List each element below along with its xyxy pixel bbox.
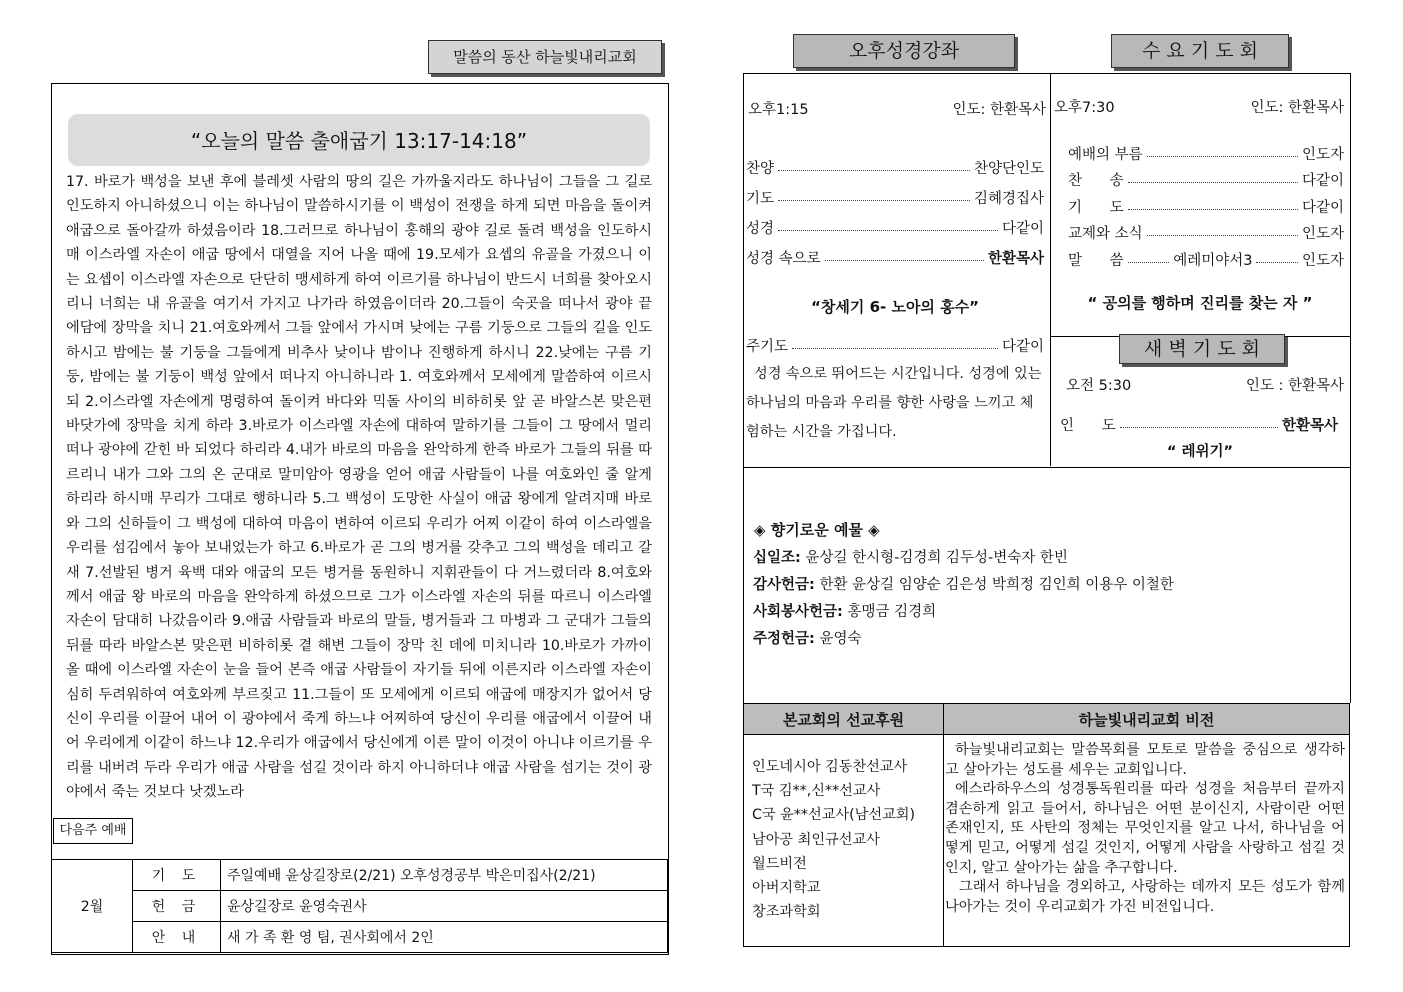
offering-row: 사회봉사헌금: 홍맹금 김경희 <box>753 604 937 620</box>
duty-content: 윤상길장로 윤영숙권사 <box>221 891 668 922</box>
dawn-time: 오전 5:30 <box>1066 378 1132 394</box>
afternoon-order-list <box>746 152 1044 272</box>
list-item: T국 김**,신**선교사 <box>752 783 881 800</box>
dawn-leader: 인도 : 한환목사 <box>1245 378 1344 394</box>
list-item: 찬양 찬양단인도 <box>746 160 1044 177</box>
list-item: 성경 다같이 <box>746 220 1044 237</box>
month-cell: 2월 <box>52 860 133 953</box>
list-item: 남아공 최인규선교사 <box>752 831 880 848</box>
wednesday-time-row <box>1054 96 1344 117</box>
list-item: 기 도 다같이 <box>1068 199 1344 216</box>
list-item: 기도 김혜경집사 <box>746 190 1044 207</box>
afternoon-study-title: 오후성경강좌 <box>793 34 1015 68</box>
afternoon-leader: 인도: 한환목사 <box>952 102 1046 118</box>
offering-row: 주정헌금: 윤영숙 <box>753 631 862 647</box>
afternoon-time-row <box>748 98 1046 119</box>
mission-header: 본교회의 선교후원 <box>744 704 944 735</box>
wednesday-prayer-title: 수 요 기 도 회 <box>1111 34 1289 68</box>
wednesday-theme: “ 공의를 행하며 진리를 찾는 자 ” <box>1087 294 1313 312</box>
list-item: 말 씀 예레미야서3 인도자 <box>1068 252 1344 269</box>
wednesday-leader: 인도: 한환목사 <box>1250 100 1344 116</box>
afternoon-description: 성경 속으로 뛰어드는 시간입니다. 성경에 있는 하나님의 마음과 우리를 향한 사랑을 느끼고 체험하는 시간을 가집니다. <box>746 366 1042 440</box>
vision-paragraph: 에스라하우스의 성경통독원리를 따라 성경을 처음부터 끝까지 겸손하게 읽고 들어서, 하나님은 어떤 분이신지, 사람이란 어떤 존재인지, 또 사탄의 정체는 무엇인지를 알고 나서, 하나님을 어떻게 믿고, 어떻게 섬길 것인지, 어떻게 사람을 사랑하고 섬길 것인지, 알고 살아가는 삶을 추구합니다. <box>945 781 1345 876</box>
list-item: 성경 속으로 한환목사 <box>746 250 1044 267</box>
dawn-lead-row: 인 도 한환목사 <box>1060 418 1338 434</box>
duty-category: 안 내 <box>133 922 221 953</box>
dawn-theme: “ 레위기” <box>1166 444 1234 460</box>
vision-header: 하늘빛내리교회 비전 <box>944 704 1350 735</box>
wednesday-order-list <box>1068 140 1344 273</box>
list-item: 교제와 소식 인도자 <box>1068 226 1344 243</box>
table-row <box>52 860 668 891</box>
dawn-time-row <box>1066 374 1344 395</box>
duty-content: 새 가 족 환 영 팀, 권사회에서 2인 <box>221 922 668 953</box>
wednesday-time: 오후7:30 <box>1054 100 1115 116</box>
offering-title: ◈ 향기로운 예물 ◈ <box>754 521 880 539</box>
column-divider <box>1050 73 1051 466</box>
table-row <box>52 922 668 953</box>
closing-prayer-row: 주기도 다같이 <box>746 338 1044 355</box>
mission-vision-table <box>743 703 1350 947</box>
list-item: 아버지학교 <box>752 880 821 897</box>
dawn-prayer-title: 새 벽 기 도 회 <box>1119 334 1285 364</box>
vision-text <box>944 735 1350 947</box>
duty-category: 헌 금 <box>133 891 221 922</box>
afternoon-theme: “창세기 6- 노아의 홍수” <box>811 298 979 316</box>
next-week-duty-table <box>51 859 668 953</box>
offering-row: 감사헌금: 한환 윤상길 임양순 김은성 박희정 김인희 이용우 이철한 <box>753 577 1174 593</box>
duty-category: 기 도 <box>133 860 221 891</box>
list-item: C국 윤**선교사(남선교회) <box>752 807 916 824</box>
list-item: 찬 송 다같이 <box>1068 173 1344 190</box>
offering-list <box>753 545 1343 653</box>
duty-content: 주일예배 윤상길장로(2/21) 오후성경공부 박은미집사(2/21) <box>221 860 668 891</box>
church-name-tab: 말씀의 동산 하늘빛내리교회 <box>428 40 662 74</box>
vision-paragraph: 하늘빛내리교회는 말씀목회를 모토로 말씀을 중심으로 생각하고 살아가는 성도를 세우는 교회입니다. <box>945 742 1345 778</box>
scripture-text: 17. 바로가 백성을 보낸 후에 블레셋 사람의 땅의 길은 가까울지라도 하나님이 그들을 그 길로 인도하지 아니하셨으니 이는 하나님이 말씀하시기를 이 백성이 전쟁을 하게 되면 마음을 돌이켜 애굽으로 돌아갈까 하셨음이라 18.그러므로 하나님이 홍해의 광야 길로 돌려 백성을 인도하시매 이스라엘 자손이 애굽 땅에서 대열을 지어 나올 때에 19.모세가 요셉의 유골을 가졌으니 이는 요셉이 이스라엘 자손으로 단단히 맹세하게 하여 이르기를 하나님이 반드시 너희를 찾아오시리니 너희는 내 유골을 여기서 가지고 나가라 하였음이더라 20.그들이 숙곳을 떠나서 광야 끝 에담에 장막을 치니 21.여호와께서 그들 앞에서 가시며 낮에는 구름 기둥으로 그들의 길을 인도하시고 밤에는 불 기둥을 그들에게 비추사 낮이나 밤이나 진행하게 하시니 22.낮에는 구름 기둥, 밤에는 불 기둥이 백성 앞에서 떠나지 아니하니라 1. 여호와께서 모세에게 말씀하여 이르시되 2.이스라엘 자손에게 명령하여 돌이켜 바다와 믹돌 사이의 비하히롯 앞 곧 바알스본 맞은편 바닷가에 장막을 치게 하라 3.바로가 이스라엘 자손에 대하여 말하기를 그들이 그 땅에서 멀리 떠나 광야에 갇힌 바 되었다 하리라 4.내가 바로의 마음을 완악하게 한즉 바로가 그들의 뒤를 따르리니 내가 그와 그의 온 군대로 말미암아 영광을 얻어 애굽 사람들이 나를 여호와인 줄 알게 하리라 하시매 무리가 그대로 행하니라 5.그 백성이 도망한 사실이 애굽 왕에게 알려지매 바로와 그의 신하들이 그 백성에 대하여 마음이 변하여 이르되 우리가 어찌 이같이 하여 이스라엘을 우리를 섬김에서 놓아 보내었는가 하고 6.바로가 곧 그의 병거를 갖추고 그의 백성을 데리고 갈새 7.선발된 병거 육백 대와 애굽의 모든 병거를 동원하니 지휘관들이 다 거느렸더라 8.여호와께서 애굽 왕 바로의 마음을 완악하게 하셨으므로 그가 이스라엘 자손의 뒤를 따르니 이스라엘 자손이 담대히 나갔음이라 9.애굽 사람들과 바로의 말들, 병거들과 그 마병과 그 군대가 그들의 뒤를 따라 바알스본 맞은편 비하히롯 곁 해변 그들이 장막 친 데에 미치니라 10.바로가 가까이 올 때에 이스라엘 자손이 눈을 들어 본즉 애굽 사람들이 자기들 뒤에 이른지라 이스라엘 자손이 심히 두려워하여 여호와께 부르짖고 11.그들이 또 모세에게 이르되 애굽에 매장지가 없어서 당신이 우리를 이끌어 내어 이 광야에서 죽게 하느냐 어찌하여 당신이 우리를 애굽에서 이끌어 내어 우리에게 이같이 하느냐 12.우리가 애굽에서 당신에게 이른 말이 이것이 아니냐 이르기를 우리를 내버려 두라 우리가 애굽 사람을 섬길 것이라 하지 아니하더냐 애굽 사람을 섬기는 것이 광야에서 죽는 것보다 낫겠노라 <box>66 174 652 801</box>
list-item: 월드비전 <box>752 855 807 872</box>
list-item: 창조과학회 <box>752 904 821 921</box>
list-item: 예배의 부름 인도자 <box>1068 146 1344 163</box>
offering-row: 십일조: 윤상길 한시형-김경희 김두성-변숙자 한빈 <box>753 550 1068 566</box>
todays-word-title: “오늘의 말씀 출애굽기 13:17-14:18” <box>68 114 650 166</box>
list-item: 인도네시아 김동찬선교사 <box>752 759 908 775</box>
afternoon-time: 오후1:15 <box>748 102 809 118</box>
mission-list <box>744 735 944 947</box>
vision-paragraph: 그래서 하나님을 경외하고, 사랑하는 데까지 모든 성도가 함께 나아가는 것이 우리교회가 가진 비전입니다. <box>945 879 1345 915</box>
table-row <box>52 891 668 922</box>
next-week-label: 다음주 예배 <box>53 818 133 844</box>
